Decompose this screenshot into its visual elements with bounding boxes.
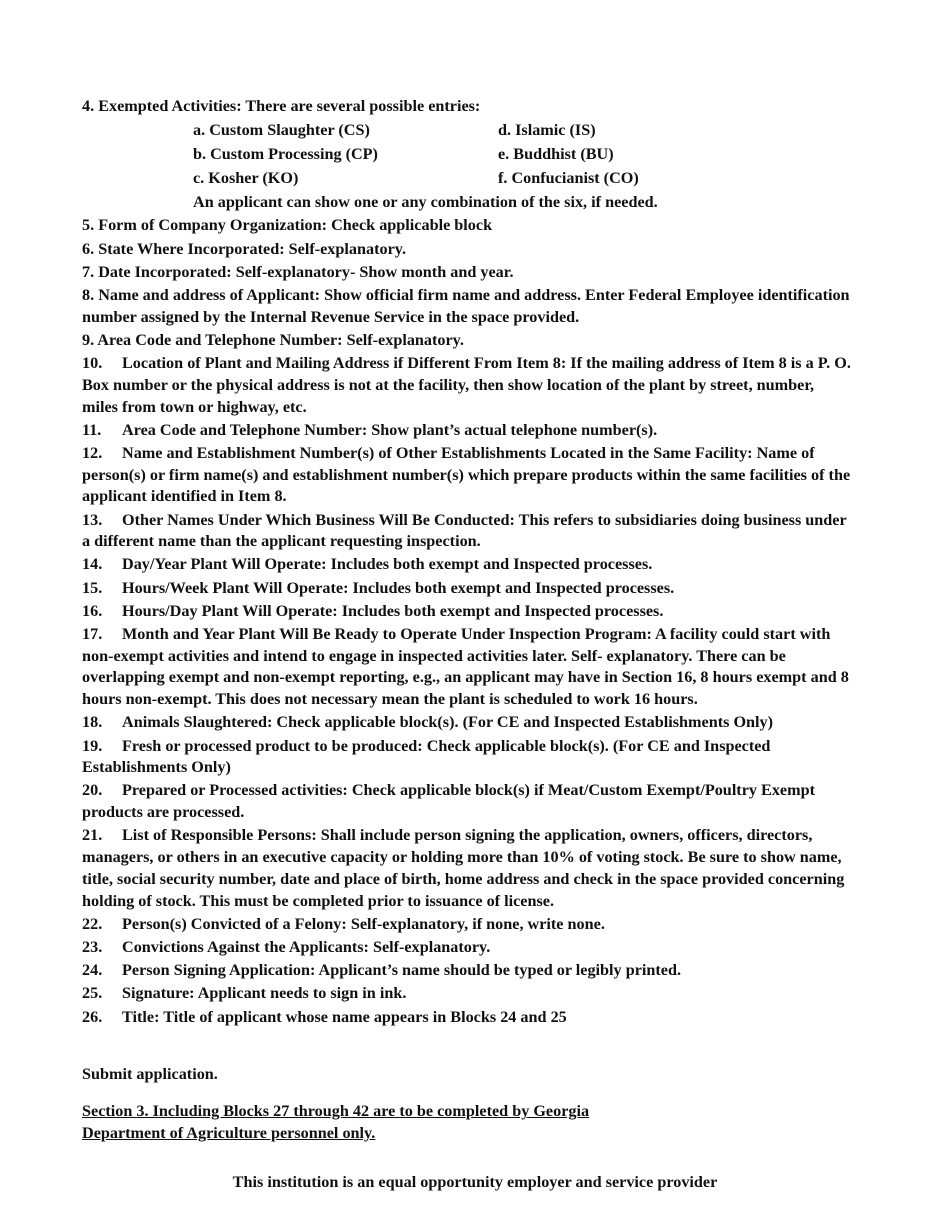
exempted-option: b. Custom Processing (CP) — [193, 144, 378, 163]
instruction-item — [82, 937, 852, 959]
instruction-item: 5. Form of Company Organization: Check applicable block — [82, 216, 493, 235]
exempted-option-row — [82, 168, 852, 192]
item-number: 17. — [82, 625, 103, 644]
instruction-item — [82, 983, 852, 1005]
item-number: 24. — [82, 961, 103, 980]
item-number: 13. — [82, 510, 103, 529]
instruction-item — [82, 825, 852, 912]
item-number: 16. — [82, 601, 103, 620]
document-body — [82, 96, 852, 1145]
instruction-item — [82, 510, 852, 553]
item-number: 15. — [82, 578, 103, 597]
exempted-option: d. Islamic (IS) — [498, 120, 596, 139]
instruction-item — [82, 780, 852, 823]
exempted-option-row — [82, 144, 852, 168]
item-number: 12. — [82, 443, 103, 462]
equal-opportunity-footer: This institution is an equal opportunity employer and service provider — [232, 1173, 718, 1191]
item-text: Fresh or processed product to be produced: Check applicable block(s). (For CE and Inspected Establishments Only) — [82, 736, 771, 777]
item-text: Month and Year Plant Will Be Ready to Operate Under Inspection Program: A facility could start with non-exempt activities and intend to engage in inspected activities later. Self- explanatory. There can be overlapping exempt and non-exempt reporting, e.g., an applicant may have in Section 16, 8 hours exempt and 8 hours non-exempt. This does not necessary mean the plant is scheduled to work 16 hours. — [82, 625, 849, 709]
exempted-heading: 4. Exempted Activities: There are several possible entries: — [82, 97, 481, 115]
instruction-item — [82, 601, 852, 623]
exempted-option: a. Custom Slaughter (CS) — [193, 120, 370, 139]
item-number: 14. — [82, 555, 103, 574]
item-text: Other Names Under Which Business Will Be Conducted: This refers to subsidiaries doing business under a different name than the applicant requesting inspection. — [82, 510, 847, 551]
instruction-item — [82, 960, 852, 982]
item-text: Hours/Day Plant Will Operate: Includes both exempt and Inspected processes. — [122, 601, 664, 620]
item-text: Prepared or Processed activities: Check applicable block(s) if Meat/Custom Exempt/Poultry Exempt products are processed. — [82, 781, 815, 822]
item-text: List of Responsible Persons: Shall include person signing the application, owners, officers, directors, managers, or others in an executive capacity or holding more than 10% of voting stock. Be sure to show name, title, social security number, date and place of birth, home address and check in the space provided concerning holding of stock. This must be completed prior to issuance of license. — [82, 826, 845, 910]
instruction-item — [82, 554, 852, 576]
item-text: Convictions Against the Applicants: Self-explanatory. — [122, 937, 491, 956]
item-number: 22. — [82, 914, 103, 933]
item-text: Person(s) Convicted of a Felony: Self-explanatory, if none, write none. — [122, 914, 605, 933]
item-text: Animals Slaughtered: Check applicable block(s). (For CE and Inspected Establishments Only) — [122, 713, 774, 732]
instruction-item: 9. Area Code and Telephone Number: Self-explanatory. — [82, 330, 464, 349]
item-number: 20. — [82, 781, 103, 800]
instruction-item: 8. Name and address of Applicant: Show official firm name and address. Enter Federal Employee identification number assigned by the Internal Revenue Service in the space provided. — [82, 286, 850, 326]
item-text: Title: Title of applicant whose name appears in Blocks 24 and 25 — [122, 1007, 567, 1026]
submit-instruction: Submit application. — [82, 1064, 218, 1083]
instruction-item — [82, 624, 852, 711]
instruction-item — [82, 578, 852, 600]
item-text: Signature: Applicant needs to sign in ink. — [122, 984, 407, 1003]
item-number: 11. — [82, 420, 102, 439]
instruction-item — [82, 353, 852, 418]
instruction-item — [82, 420, 852, 442]
item-text: Hours/Week Plant Will Operate: Includes both exempt and Inspected processes. — [122, 578, 675, 597]
exempted-note: An applicant can show one or any combination of the six, if needed. — [193, 192, 658, 211]
item-number: 21. — [82, 826, 103, 845]
item-text: Person Signing Application: Applicant’s name should be typed or legibly printed. — [122, 961, 682, 980]
item-number: 26. — [82, 1007, 103, 1026]
section3-notice-line2: Department of Agriculture personnel only. — [82, 1124, 376, 1143]
item-text: Location of Plant and Mailing Address if Different From Item 8: If the mailing address of Item 8 is a P. O. Box number or the physical address is not at the facility, then show location of the plant by street, number, miles from town or highway, etc. — [82, 354, 851, 416]
instruction-item — [82, 1007, 852, 1029]
item-text: Name and Establishment Number(s) of Other Establishments Located in the Same Facility: Name of person(s) or firm name(s) and establishment number(s) which prepare products within the same facilities of the applicant identified in Item 8. — [82, 443, 851, 506]
exempted-option: f. Confucianist (CO) — [498, 168, 639, 187]
item-number: 23. — [82, 937, 103, 956]
item-text: Day/Year Plant Will Operate: Includes both exempt and Inspected processes. — [122, 555, 653, 574]
instruction-item — [82, 736, 852, 779]
exempted-option: e. Buddhist (BU) — [498, 144, 614, 163]
item-text: Area Code and Telephone Number: Show plant’s actual telephone number(s). — [122, 420, 658, 439]
section3-notice-line1: Section 3. Including Blocks 27 through 42 are to be completed by Georgia — [82, 1102, 590, 1121]
exempted-option: c. Kosher (KO) — [193, 168, 299, 187]
item-number: 10. — [82, 354, 103, 373]
item-number: 25. — [82, 984, 103, 1003]
exempted-option-row — [82, 120, 852, 144]
instruction-item — [82, 443, 852, 508]
instruction-item — [82, 712, 852, 734]
instruction-item: 6. State Where Incorporated: Self-explanatory. — [82, 239, 407, 258]
instruction-item — [82, 914, 852, 936]
item-number: 18. — [82, 713, 103, 732]
instruction-item: 7. Date Incorporated: Self-explanatory- Show month and year. — [82, 262, 514, 281]
item-number: 19. — [82, 736, 103, 755]
